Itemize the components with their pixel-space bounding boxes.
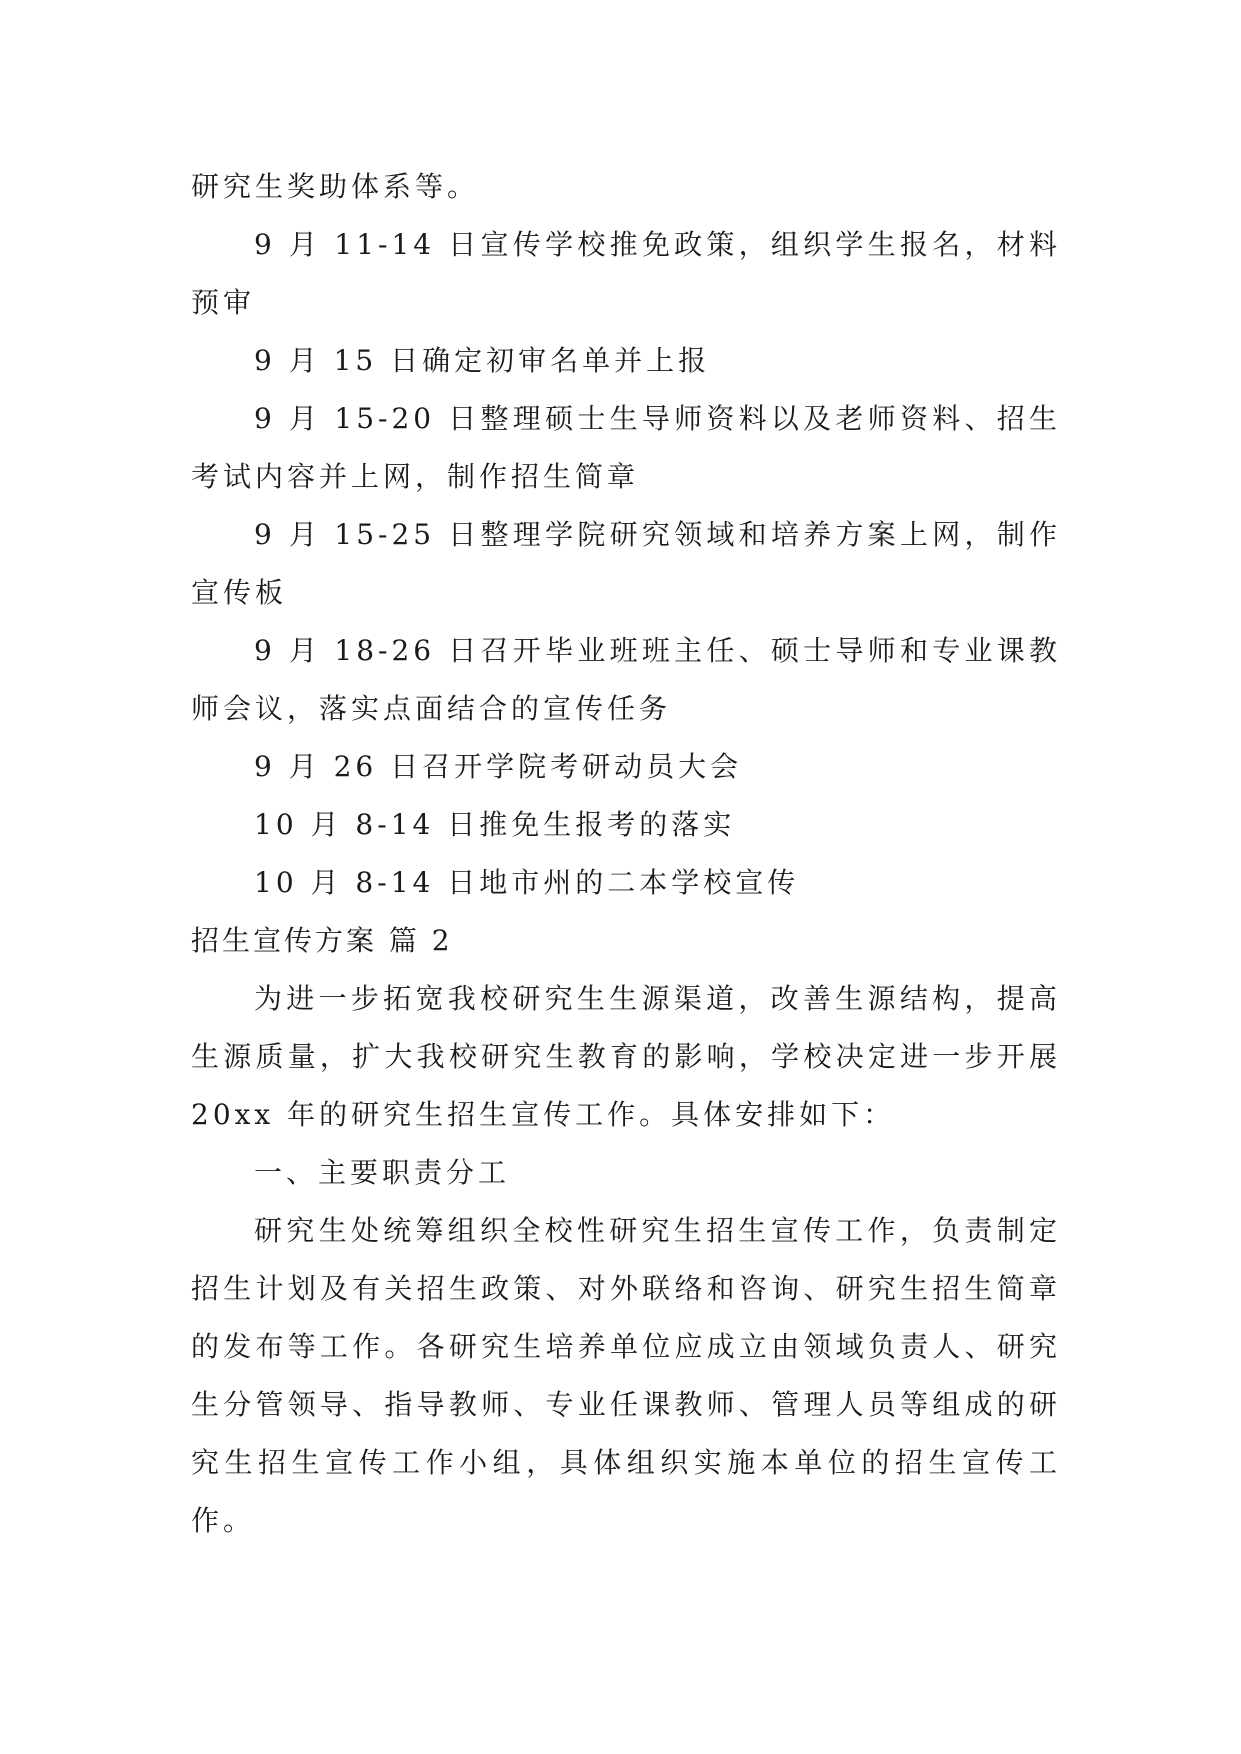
schedule-item: 9 月 15 日确定初审名单并上报 bbox=[254, 344, 711, 377]
paragraph: 为进一步拓宽我校研究生生源渠道，改善生源结构，提高生源质量，扩大我校研究生教育的影响，学校决定进一步开展 20xx 年的研究生招生宣传工作。具体安排如下： bbox=[191, 982, 1061, 1131]
schedule-item: 9 月 15-25 日整理学院研究领域和培养方案上网，制作宣传板 bbox=[191, 518, 1061, 609]
schedule-item: 10 月 8-14 日地市州的二本学校宣传 bbox=[254, 866, 800, 899]
subsection-heading: 一、主要职责分工 bbox=[254, 1156, 511, 1189]
schedule-item: 10 月 8-14 日推免生报考的落实 bbox=[254, 808, 736, 841]
schedule-item: 9 月 18-26 日召开毕业班班主任、硕士导师和专业课教师会议，落实点面结合的宣传任务 bbox=[191, 634, 1061, 725]
paragraph: 研究生处统筹组织全校性研究生招生宣传工作，负责制定招生计划及有关招生政策、对外联络和咨询、研究生招生简章的发布等工作。各研究生培养单位应成立由领域负责人、研究生分管领导、指导教师、专业任课教师、管理人员等组成的研究生招生宣传工作小组，具体组织实施本单位的招生宣传工作。 bbox=[191, 1214, 1061, 1537]
section-title: 招生宣传方案 篇 2 bbox=[191, 924, 453, 957]
document-body bbox=[191, 158, 1061, 1550]
paragraph: 研究生奖助体系等。 bbox=[191, 170, 480, 203]
schedule-item: 9 月 11-14 日宣传学校推免政策，组织学生报名，材料预审 bbox=[191, 228, 1061, 319]
schedule-item: 9 月 26 日召开学院考研动员大会 bbox=[254, 750, 743, 783]
schedule-item: 9 月 15-20 日整理硕士生导师资料以及老师资料、招生考试内容并上网，制作招生简章 bbox=[191, 402, 1061, 493]
